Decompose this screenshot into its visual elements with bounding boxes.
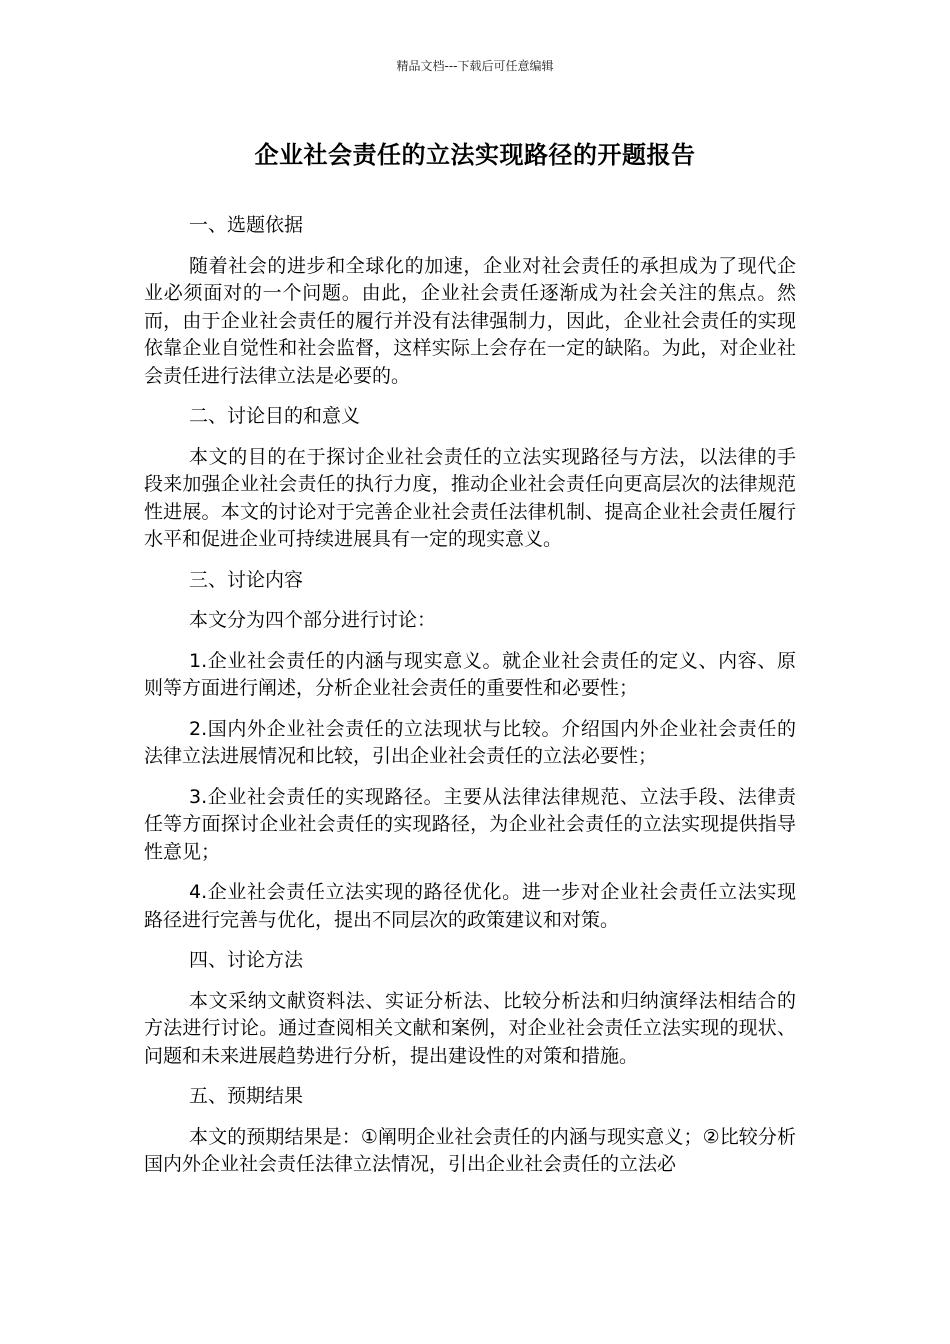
document-body [144, 212, 796, 1192]
paragraph-purpose: 本文的目的在于探讨企业社会责任的立法实现路径与方法，以法律的手段来加强企业社会责任的执行力度，推动企业社会责任向更高层次的法律规范性进展。本文的讨论对于完善企业社会责任法律机制、提高企业社会责任履行水平和促进企业可持续进展具有一定的现实意义。 [144, 445, 796, 550]
section-heading-method: 四、讨论方法 [189, 949, 304, 971]
header-note: 精品文档---下载后可任意编辑 [396, 59, 554, 73]
section-heading-topic-basis: 一、选题依据 [189, 214, 304, 236]
document-title: 企业社会责任的立法实现路径的开题报告 [254, 141, 696, 169]
paragraph-topic-basis: 随着社会的进步和全球化的加速，企业对社会责任的承担成为了现代企业必须面对的一个问题。由此，企业社会责任逐渐成为社会关注的焦点。然而，由于企业社会责任的履行并没有法律强制力，因此，企业社会责任的实现依靠企业自觉性和社会监督，这样实际上会存在一定的缺陷。为此，对企业社会责任进行法律立法是必要的。 [144, 254, 796, 387]
section-heading-expected-results: 五、预期结果 [189, 1085, 304, 1107]
list-item-content-1: 1.企业社会责任的内涵与现实意义。就企业社会责任的定义、内容、原则等方面进行阐述，分析企业社会责任的重要性和必要性； [144, 649, 796, 699]
paragraph-expected-results: 本文的预期结果是：①阐明企业社会责任的内涵与现实意义；②比较分析国内外企业社会责任法律立法情况，引出企业社会责任的立法必 [144, 1125, 796, 1175]
list-item-content-2: 2.国内外企业社会责任的立法现状与比较。介绍国内外企业社会责任的法律立法进展情况和比较，引出企业社会责任的立法必要性； [144, 717, 796, 767]
paragraph-method: 本文采纳文献资料法、实证分析法、比较分析法和归纳演绎法相结合的方法进行讨论。通过查阅相关文献和案例，对企业社会责任立法实现的现状、问题和未来进展趋势进行分析，提出建设性的对策和措施。 [144, 989, 796, 1067]
section-heading-purpose: 二、讨论目的和意义 [189, 405, 361, 427]
section-heading-content: 三、讨论内容 [189, 568, 304, 591]
list-item-content-4: 4.企业社会责任立法实现的路径优化。进一步对企业社会责任立法实现路径进行完善与优化，提出不同层次的政策建议和对策。 [144, 881, 796, 931]
paragraph-content-intro: 本文分为四个部分进行讨论： [189, 609, 437, 631]
list-item-content-3: 3.企业社会责任的实现路径。主要从法律法律规范、立法手段、法律责任等方面探讨企业社会责任的实现路径，为企业社会责任的立法实现提供指导性意见； [144, 785, 796, 863]
